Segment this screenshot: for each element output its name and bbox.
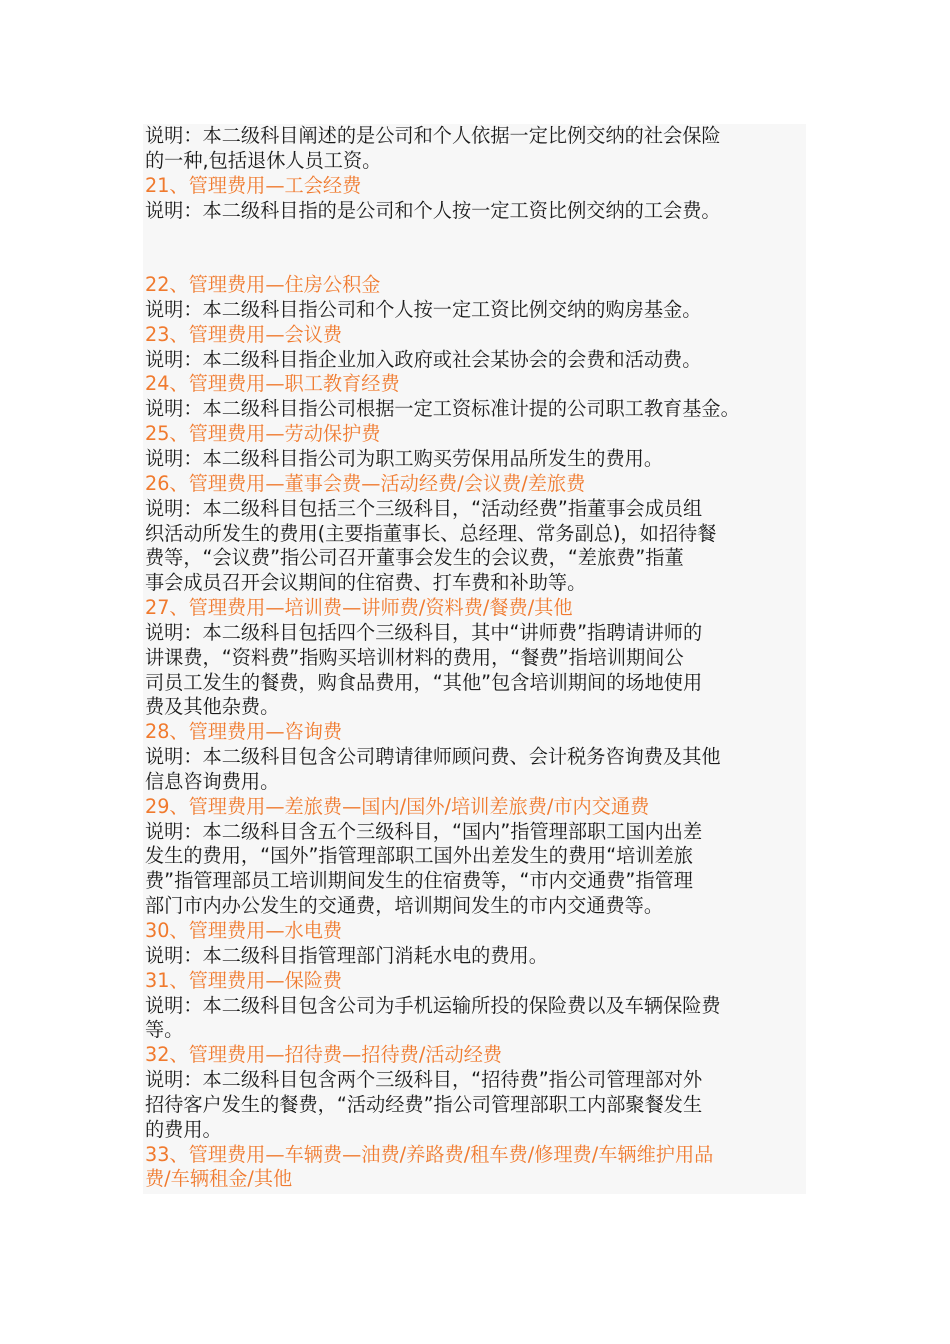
- section-description: [145, 820, 805, 919]
- description-line: 说明：本二级科目包括三个三级科目，“活动经费”指董事会成员组: [145, 496, 703, 520]
- section-heading: [145, 919, 805, 944]
- heading-line: 31、管理费用—保险费: [145, 968, 343, 992]
- section-heading: [145, 1043, 805, 1068]
- section-description: [145, 745, 805, 795]
- section-description: [145, 348, 805, 373]
- description-line: 说明：本二级科目含五个三级科目，“国内”指管理部职工国内出差: [145, 819, 703, 843]
- document-body: [145, 124, 805, 1192]
- description-line: 费及其他杂费。: [145, 695, 280, 719]
- description-line: 说明：本二级科目指公司根据一定工资标准计提的公司职工教育基金。: [145, 397, 740, 421]
- section-heading: [145, 596, 805, 621]
- section-heading: [145, 273, 805, 298]
- description-line: 费”指管理部员工培训期间发生的住宿费等，“市内交通费”指管理: [145, 869, 693, 893]
- description-line: 说明：本二级科目包含公司为手机运输所投的保险费以及车辆保险费: [145, 993, 721, 1017]
- section-heading: [145, 1143, 805, 1193]
- heading-line: 26、管理费用—董事会费—活动经费/会议费/差旅费: [145, 471, 586, 495]
- section-heading: [145, 174, 805, 199]
- description-line: 说明：本二级科目指管理部门消耗水电的费用。: [145, 943, 548, 967]
- section-heading: [145, 372, 805, 397]
- description-line: 部门市内办公发生的交通费，培训期间发生的市内交通费等。: [145, 894, 664, 918]
- section-heading: [145, 472, 805, 497]
- section-description: [145, 621, 805, 720]
- description-line: 说明：本二级科目指企业加入政府或社会某协会的会费和活动费。: [145, 347, 702, 371]
- description-line: 讲课费，“资料费”指购买培训材料的费用，“餐费”指培训期间公: [145, 645, 684, 669]
- section-heading: [145, 969, 805, 994]
- section-heading: [145, 323, 805, 348]
- description-line: 说明：本二级科目包括四个三级科目，其中“讲师费”指聘请讲师的: [145, 620, 703, 644]
- heading-line: 22、管理费用—住房公积金: [145, 273, 381, 297]
- description-line: 说明：本二级科目阐述的是公司和个人依据一定比例交纳的社会保险: [145, 124, 721, 147]
- heading-line: 27、管理费用—培训费—讲师费/资料费/餐费/其他: [145, 596, 573, 620]
- section-description: [145, 298, 805, 323]
- section-description: [145, 994, 805, 1044]
- description-line: 发生的费用，“国外”指管理部职工国外出差发生的费用“培训差旅: [145, 844, 693, 868]
- heading-line: 33、管理费用—车辆费—油费/养路费/租车费/修理费/车辆维护用品: [145, 1142, 714, 1166]
- section-description: [145, 1068, 805, 1143]
- description-line: 等。: [145, 1018, 184, 1042]
- description-line: 说明：本二级科目包含两个三级科目，“招待费”指公司管理部对外: [145, 1068, 703, 1092]
- heading-line: 费/车辆租金/其他: [145, 1167, 293, 1191]
- section-description: [145, 397, 805, 422]
- heading-line: 23、管理费用—会议费: [145, 322, 343, 346]
- description-line: 织活动所发生的费用(主要指董事长、总经理、常务副总)，如招待餐: [145, 521, 717, 545]
- description-line: 说明：本二级科目指公司为职工购买劳保用品所发生的费用。: [145, 446, 664, 470]
- heading-line: 24、管理费用—职工教育经费: [145, 372, 400, 396]
- description-line: 说明：本二级科目指的是公司和个人按一定工资比例交纳的工会费。: [145, 198, 721, 222]
- section-description: [145, 199, 805, 224]
- description-line: 费等，“会议费”指公司召开董事会发生的会议费，“差旅费”指董: [145, 546, 684, 570]
- description-line: 说明：本二级科目包含公司聘请律师顾问费、会计税务咨询费及其他: [145, 745, 721, 769]
- heading-line: 29、管理费用—差旅费—国内/国外/培训差旅费/市内交通费: [145, 794, 650, 818]
- section-heading: [145, 795, 805, 820]
- description-line: 说明：本二级科目指公司和个人按一定工资比例交纳的购房基金。: [145, 297, 702, 321]
- description-line: 招待客户发生的餐费，“活动经费”指公司管理部职工内部聚餐发生: [145, 1092, 703, 1116]
- section-description: [145, 447, 805, 472]
- section-heading: [145, 720, 805, 745]
- section-description: [145, 124, 805, 174]
- description-line: 的一种,包括退休人员工资。: [145, 148, 382, 172]
- section-description: [145, 497, 805, 596]
- section-spacer: [145, 223, 805, 273]
- heading-line: 21、管理费用—工会经费: [145, 173, 362, 197]
- description-line: 的费用。: [145, 1117, 222, 1141]
- heading-line: 32、管理费用—招待费—招待费/活动经费: [145, 1043, 503, 1067]
- heading-line: 25、管理费用—劳动保护费: [145, 422, 381, 446]
- description-line: 信息咨询费用。: [145, 769, 280, 793]
- description-line: 司员工发生的餐费，购食品费用，“其他”包含培训期间的场地使用: [145, 670, 703, 694]
- section-heading: [145, 422, 805, 447]
- section-description: [145, 944, 805, 969]
- heading-line: 30、管理费用—水电费: [145, 919, 343, 942]
- heading-line: 28、管理费用—咨询费: [145, 720, 343, 744]
- description-line: 事会成员召开会议期间的住宿费、打车费和补助等。: [145, 571, 587, 595]
